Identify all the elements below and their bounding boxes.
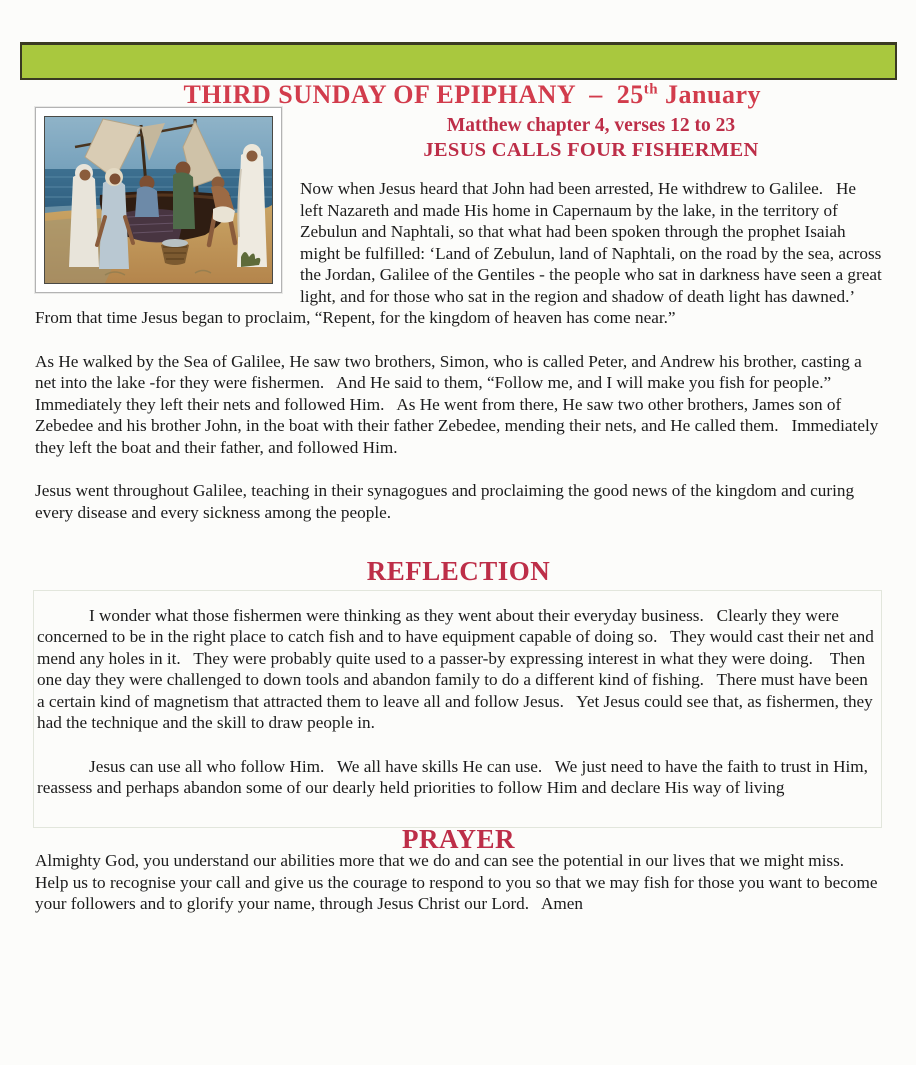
scripture-paragraph-1: Now when Jesus heard that John had been arrested, He withdrew to Galilee. He left Nazareth and made His home in Capernaum by the lake, in the territory of Zebulun and Naphtali, so that what had been spoken through the prophet Isaiah might be fulfilled: ‘Land of Zebulun, land of Naphtali, on the road by the sea, across the Jordan, Galilee of the Gentiles - the people who sat in darkness have seen a great light, and for those who sat in the region and shadow of death light has dawned.’ From that time Jesus began to proclaim, “Repent, for the kingdom of heaven has come near.”: [35, 179, 887, 327]
scripture-title: JESUS CALLS FOUR FISHERMEN: [423, 139, 759, 161]
reflection-paragraph-2: Jesus can use all who follow Him. We all have skills He can use. We just need to have the faith to trust in Him, reassess and perhaps abandon some of our dearly held priorities to follow Him and declare His way of living: [37, 756, 873, 797]
prayer-heading: PRAYER: [401, 823, 516, 854]
banner-title: THIRD SUNDAY OF EPIPHANY – 25: [183, 80, 644, 109]
bulletin-page: [0, 42, 916, 1065]
page-banner: [20, 42, 897, 109]
fishermen-painting-graphic: [45, 117, 272, 283]
reflection-paragraph-1: I wonder what those fishermen were thinking as they went about their everyday business. Clearly they were concerned to be in the right place to catch fish and to have equipment capable of doing so. They would cast their net and mend any holes in it. They were probably quite used to a passer-by expressing interest in what they were doing. Then one day they were challenged to down tools and abandon family to do a different kind of fishing. There must have been a certain kind of magnetism that attracted them to leave all and follow Jesus. Yet Jesus could see that, as fishermen, they had the technique and the skill to draw people in.: [37, 605, 879, 732]
scripture-illustration: [35, 107, 282, 293]
scripture-reference: Matthew chapter 4, verses 12 to 23: [446, 115, 736, 136]
banner-title-ordinal: th: [643, 81, 659, 98]
main-content: [0, 80, 916, 915]
scripture-paragraph-3: Jesus went throughout Galilee, teaching in their synagogues and proclaiming the good news of the kingdom and curing every disease and every sickness among the people.: [35, 481, 859, 522]
banner-title-tail: January: [658, 80, 762, 109]
prayer-paragraph: Almighty God, you understand our abilities more that we do and can see the potential in our lives that we might miss. Help us to recognise your call and give us the courage to respond to you so that we may fish for those you want to become your followers and to glorify your name, through Jesus Christ our Lord. Amen: [35, 851, 882, 913]
reflection-heading: REFLECTION: [366, 556, 551, 586]
reflection-box: [33, 590, 882, 828]
scripture-paragraph-2: As He walked by the Sea of Galilee, He saw two brothers, Simon, who is called Peter, and Andrew his brother, casting a net into the lake -for they were fishermen. And He said to them, “Follow me, and I will make you fish for people.” Immediately they left their nets and followed Him. As He went from there, He saw two other brothers, James son of Zebedee and his brother John, in the boat with their father Zebedee, mending their nets, and He called them. Immediately they left the boat and their father, and followed Him.: [35, 351, 883, 457]
illustration-painting: [44, 116, 273, 284]
